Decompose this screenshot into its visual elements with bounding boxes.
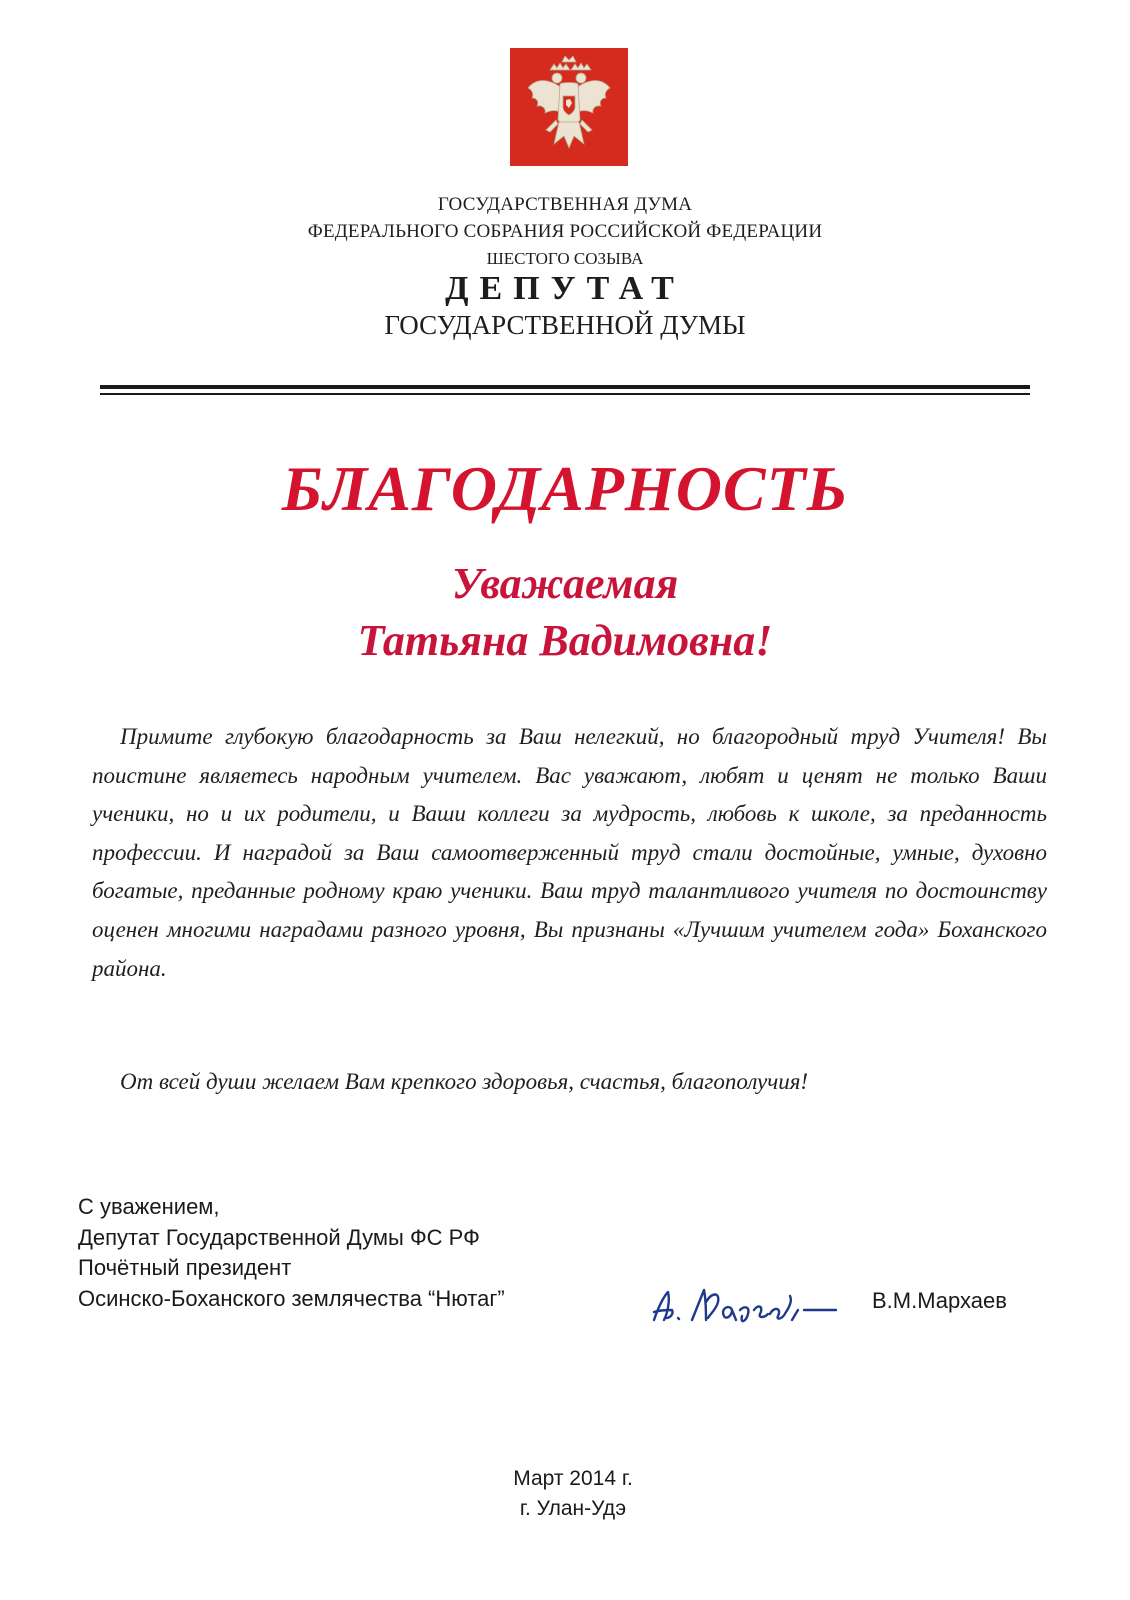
handwritten-signature <box>640 1280 850 1334</box>
closing-line-1: С уважением, <box>78 1194 220 1219</box>
greeting-line-2: Татьяна Вадимовна! <box>357 616 773 665</box>
closing-block <box>78 1192 505 1314</box>
letter-date: Март 2014 г. <box>513 1467 633 1490</box>
coat-of-arms-icon <box>510 48 628 166</box>
letter-city: г. Улан-Удэ <box>519 1497 627 1520</box>
closing-line-2: Депутат Государственной Думы ФС РФ <box>78 1224 480 1250</box>
signer-name: В.М.Мархаев <box>872 1288 1007 1313</box>
header-divider-thin <box>100 393 1030 395</box>
header-line-2: ФЕДЕРАЛЬНОГО СОБРАНИЯ РОССИЙСКОЙ ФЕДЕРАЦИИ <box>307 221 823 242</box>
date-place-block <box>0 1464 1130 1524</box>
header-divider-thick <box>100 385 1030 389</box>
header-line-1: ГОСУДАРСТВЕННАЯ ДУМА <box>437 194 693 215</box>
closing-line-4: Осинско-Боханского землячества “Нютаг” <box>78 1285 505 1311</box>
letter-title: БЛАГОДАРНОСТЬ <box>281 453 849 524</box>
letter-body: Примите глубокую благодарность за Ваш нелегкий, но благородный труд Учителя! Вы поистине являетесь народным учителем. Вас уважают, любят и ценят не только Ваши ученики, но и их родители, и Ваши коллеги за мудрость, любовь к школе, за преданность профессии. И наградой за Ваш самоотверженный труд стали достойные, умные, духовно богатые, преданные родному краю ученики. Ваш труд талантливого учителя по достоинству оценен многими наградами разного уровня, Вы признаны «Лучшим учителем года» Боханского района. <box>92 724 1047 981</box>
header-line-3: ШЕСТОГО СОЗЫВА <box>486 249 644 268</box>
closing-line-3: Почётный президент <box>78 1255 292 1280</box>
header-deputy: ДЕПУТАТ <box>445 270 685 307</box>
header-line-5: ГОСУДАРСТВЕННОЙ ДУМЫ <box>384 310 746 340</box>
greeting-line-1: Уважаемая <box>451 559 679 608</box>
letter-wish: От всей души желаем Вам крепкого здоровья, счастья, благополучия! <box>120 1069 809 1094</box>
